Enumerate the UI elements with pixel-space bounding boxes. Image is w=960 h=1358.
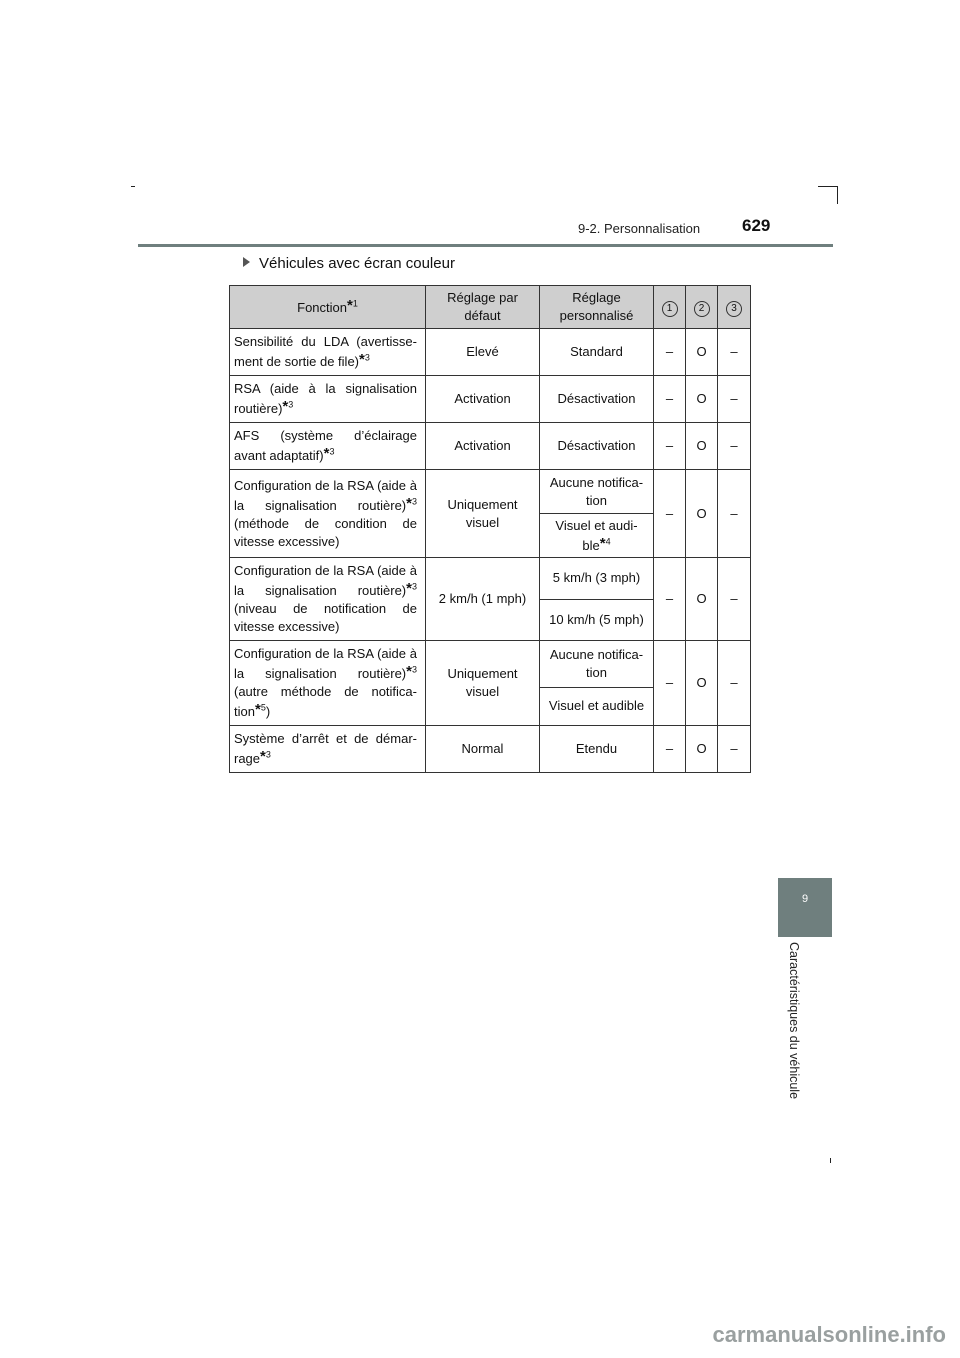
footnote-asterisk-icon: * xyxy=(347,297,353,314)
mark-cell: O xyxy=(686,376,718,423)
mark-cell: O xyxy=(686,558,718,641)
custom-cell: Visuel et audible xyxy=(540,687,654,725)
mark-cell: – xyxy=(718,376,751,423)
header-rule xyxy=(138,244,833,247)
column-header-custom: Réglage personnalisé xyxy=(540,286,654,329)
table-row xyxy=(230,726,751,773)
column-header-2 xyxy=(686,286,718,329)
mark-cell: – xyxy=(654,329,686,376)
table-row xyxy=(230,641,751,688)
circled-number-icon: 3 xyxy=(726,301,742,317)
mark-cell: O xyxy=(686,329,718,376)
circled-number-icon: 1 xyxy=(662,301,678,317)
function-cell: Sensibilité du LDA (avertisse-ment de sortie de file)*$^3$ xyxy=(230,329,426,376)
column-header-3 xyxy=(718,286,751,329)
custom-cell: Etendu xyxy=(540,726,654,773)
column-header-1 xyxy=(654,286,686,329)
function-cell: Configuration de la RSA (aide à la signalisation routière)*$^3$ (autre méthode de notifica-tion*$^5$) xyxy=(230,641,426,726)
chapter-label: Caractéristiques du véhicule xyxy=(787,942,801,1100)
custom-cell: 10 km/h (5 mph) xyxy=(540,599,654,641)
crop-mark xyxy=(830,1158,831,1163)
circled-number-icon: 2 xyxy=(694,301,710,317)
subsection-heading xyxy=(243,255,455,272)
custom-cell: Aucune notifica-tion xyxy=(540,641,654,688)
function-cell: Configuration de la RSA (aide à la signalisation routière)*$^3$ (niveau de notification de vitesse excessive) xyxy=(230,558,426,641)
mark-cell: – xyxy=(718,470,751,558)
function-cell: AFS (système d’éclairage avant adaptatif)*$^3$ xyxy=(230,423,426,470)
mark-cell: – xyxy=(718,641,751,726)
default-cell: Activation xyxy=(426,423,540,470)
custom-cell: 5 km/h (3 mph) xyxy=(540,558,654,600)
heading-text: Véhicules avec écran couleur xyxy=(259,255,455,272)
function-cell: Système d’arrêt et de démar-rage*$^3$ xyxy=(230,726,426,773)
mark-cell: – xyxy=(654,641,686,726)
custom-cell: Visuel et audi-ble*$^4$ xyxy=(540,514,654,558)
custom-cell: Standard xyxy=(540,329,654,376)
mark-cell: O xyxy=(686,726,718,773)
mark-cell: – xyxy=(718,423,751,470)
watermark: carmanualsonline.info xyxy=(712,1322,946,1347)
custom-cell: Désactivation xyxy=(540,423,654,470)
mark-cell: – xyxy=(654,376,686,423)
table-row xyxy=(230,423,751,470)
mark-cell: O xyxy=(686,423,718,470)
table-header-row xyxy=(230,286,751,329)
default-cell: Uniquement visuel xyxy=(426,641,540,726)
mark-cell: – xyxy=(718,558,751,641)
default-cell: Uniquement visuel xyxy=(426,470,540,558)
mark-cell: – xyxy=(718,726,751,773)
mark-cell: – xyxy=(654,726,686,773)
column-header-function: Fonction*$^1$ xyxy=(230,286,426,329)
function-cell: Configuration de la RSA (aide à la signalisation routière)*$^3$ (méthode de condition de vitesse excessive) xyxy=(230,470,426,558)
mark-cell: – xyxy=(718,329,751,376)
function-cell: RSA (aide à la signalisation routière)*$^3$ xyxy=(230,376,426,423)
column-header-default: Réglage par défaut xyxy=(426,286,540,329)
bullet-triangle-icon xyxy=(243,257,250,267)
default-cell: Normal xyxy=(426,726,540,773)
mark-cell: O xyxy=(686,641,718,726)
custom-cell: Désactivation xyxy=(540,376,654,423)
default-cell: Activation xyxy=(426,376,540,423)
section-title: 9-2. Personnalisation xyxy=(578,221,701,236)
custom-cell: Aucune notifica-tion xyxy=(540,470,654,514)
default-cell: 2 km/h (1 mph) xyxy=(426,558,540,641)
customization-table xyxy=(229,285,751,773)
chapter-tab xyxy=(778,878,832,937)
crop-mark xyxy=(818,186,838,187)
page-number: 629 xyxy=(742,216,771,235)
chapter-number: 9 xyxy=(801,893,809,905)
table-row xyxy=(230,558,751,600)
mark-cell: – xyxy=(654,470,686,558)
crop-mark xyxy=(131,186,135,187)
mark-cell: – xyxy=(654,423,686,470)
table-row xyxy=(230,329,751,376)
crop-mark xyxy=(837,186,838,204)
table-row xyxy=(230,376,751,423)
default-cell: Elevé xyxy=(426,329,540,376)
mark-cell: – xyxy=(654,558,686,641)
mark-cell: O xyxy=(686,470,718,558)
table-row xyxy=(230,470,751,514)
